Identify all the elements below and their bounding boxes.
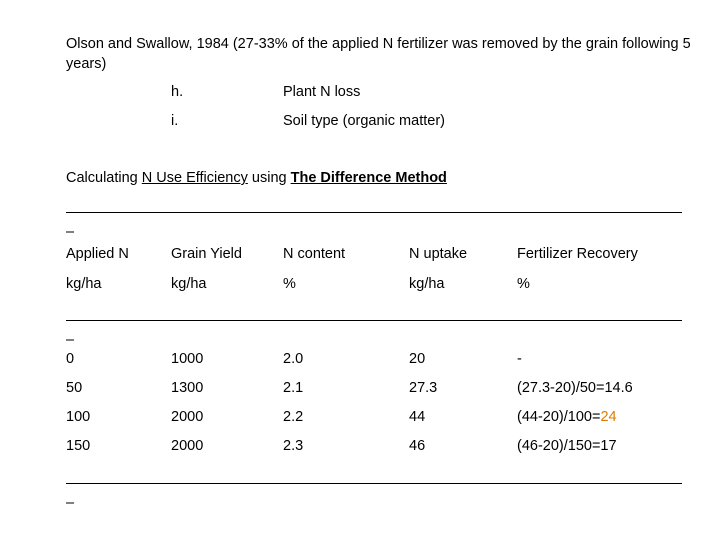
table-cell: 2.0 — [283, 351, 304, 367]
intro-paragraph: Olson and Swallow, 1984 (27-33% of the applied N fertilizer was removed by the grain following 5 years) — [66, 36, 691, 72]
table-cell: 44 — [409, 409, 426, 425]
unit-n-uptake: kg/ha — [409, 276, 445, 292]
table-rule-bottom — [66, 483, 682, 484]
table-cell: 46 — [409, 438, 426, 454]
table-cell: 2.3 — [283, 438, 304, 454]
list-letter-h: h. — [171, 84, 184, 100]
table-cell-recovery-100 — [517, 407, 617, 427]
recovery-highlight-value: 24 — [600, 409, 617, 425]
table-cell: 1000 — [171, 351, 204, 367]
table-cell: 2000 — [171, 438, 204, 454]
unit-fertilizer-recovery: % — [517, 276, 530, 292]
table-cell: 27.3 — [409, 380, 438, 396]
table-cell: 150 — [66, 438, 91, 454]
table-cell: 2.1 — [283, 380, 304, 396]
table-cell: 50 — [66, 380, 83, 396]
table-cell: - — [517, 351, 522, 367]
table-cell: 2000 — [171, 409, 204, 425]
table-cell: 20 — [409, 351, 426, 367]
heading-method: The Difference Method — [290, 170, 447, 186]
header-applied-n: Applied N — [66, 246, 129, 262]
heading-prefix: Calculating — [66, 170, 142, 186]
section-heading — [66, 168, 447, 188]
header-n-uptake: N uptake — [409, 246, 468, 262]
list-item-plant-n-loss: Plant N loss — [283, 84, 361, 100]
unit-grain-yield: kg/ha — [171, 276, 207, 292]
heading-nue: N Use Efficiency — [141, 170, 248, 186]
list-item-soil-type: Soil type (organic matter) — [283, 113, 445, 129]
heading-middle: using — [247, 170, 291, 186]
table-cell: (46-20)/150=17 — [517, 438, 617, 454]
table-cell: 100 — [66, 409, 91, 425]
table-rule-top — [66, 212, 682, 213]
rule-dash-middle: – — [66, 332, 75, 348]
header-fertilizer-recovery: Fertilizer Recovery — [517, 246, 638, 262]
table-rule-middle — [66, 320, 682, 321]
table-cell: 2.2 — [283, 409, 304, 425]
header-n-content: N content — [283, 246, 346, 262]
rule-dash-top: – — [66, 224, 75, 240]
unit-applied-n: kg/ha — [66, 276, 102, 292]
recovery-formula-100: (44-20)/100= — [517, 409, 601, 425]
unit-n-content: % — [283, 276, 296, 292]
list-letter-i: i. — [171, 113, 179, 129]
table-cell: 0 — [66, 351, 75, 367]
rule-dash-bottom: – — [66, 495, 75, 511]
header-grain-yield: Grain Yield — [171, 246, 242, 262]
table-cell: (27.3-20)/50=14.6 — [517, 380, 633, 396]
table-cell: 1300 — [171, 380, 204, 396]
